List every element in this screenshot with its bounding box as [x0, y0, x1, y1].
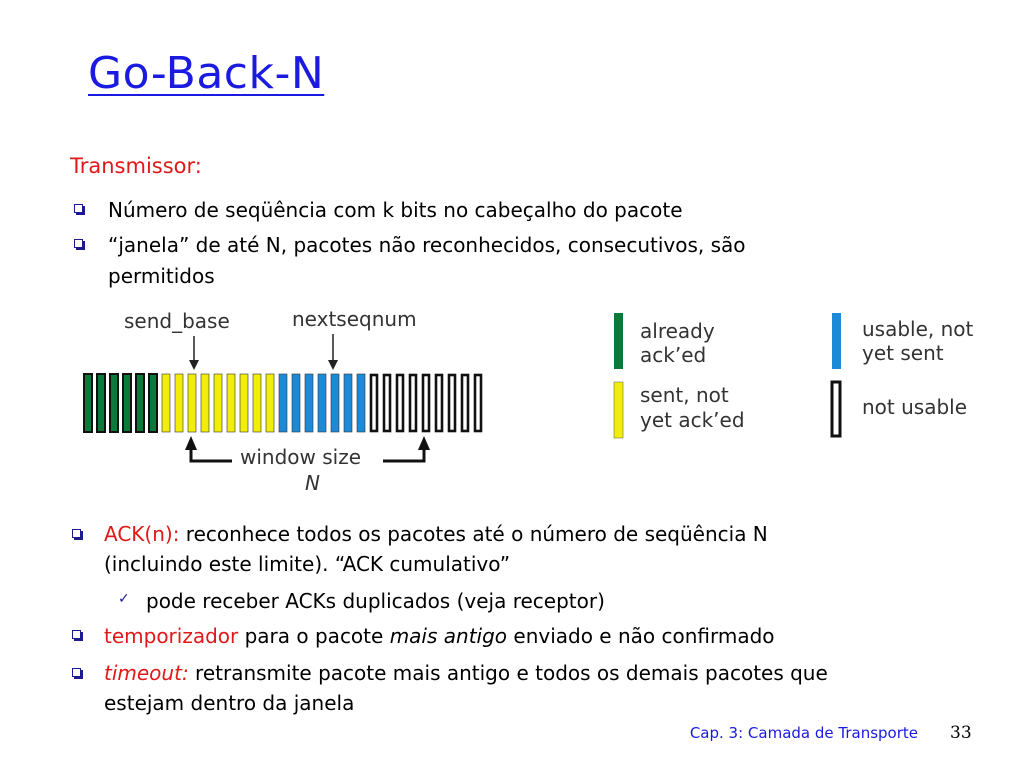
footer-chapter: Cap. 3: Camada de Transporte: [689, 724, 918, 742]
timer-italic: mais antigo: [389, 624, 508, 648]
square-bullet-icon: [72, 668, 81, 677]
packet-not-usable: [410, 375, 416, 431]
ack-term: ACK(n):: [104, 522, 180, 546]
timer-text-a: para o pacote: [238, 624, 390, 648]
ack-line1: [104, 519, 768, 550]
packet-acked: [123, 374, 131, 432]
legend-usable-line2: yet sent: [862, 341, 944, 365]
packet-usable: [279, 374, 287, 432]
legend-acked-line1: already: [640, 319, 715, 343]
window-right-bracket: [383, 448, 424, 461]
packet-acked: [136, 374, 144, 432]
packet-usable: [305, 374, 313, 432]
packet-sent-not-acked: [162, 374, 170, 432]
legend-sent-line1: sent, not: [640, 383, 729, 407]
packet-not-usable: [397, 375, 403, 431]
ack-line2: (incluindo este limite). “ACK cumulativo”: [104, 552, 511, 576]
send-base-arrowhead: [189, 360, 199, 370]
packet-usable: [318, 374, 326, 432]
packet-not-usable: [475, 375, 481, 431]
timer-text-b: enviado e não confirmado: [507, 624, 775, 648]
packet-not-usable: [436, 375, 442, 431]
legend-sent-swatch: [614, 382, 623, 438]
packet-sent-not-acked: [188, 374, 196, 432]
timeout-line1: [104, 658, 828, 689]
ack-text: reconhece todos os pacotes até o número de seqüência N: [179, 522, 768, 546]
packet-acked: [97, 374, 105, 432]
nextseqnum-arrowhead: [328, 360, 338, 370]
legend-usable-line1: usable, not: [862, 317, 974, 341]
window-right-arrowhead: [418, 436, 430, 450]
packet-usable: [331, 374, 339, 432]
packet-sent-not-acked: [175, 374, 183, 432]
send-base-label: send_base: [124, 309, 230, 333]
packet-sent-not-acked: [253, 374, 261, 432]
legend-usable-swatch: [832, 313, 841, 369]
packet-sent-not-acked: [240, 374, 248, 432]
packet-not-usable: [423, 375, 429, 431]
bullet-text: Número de seqüência com k bits no cabeçalho do pacote: [108, 198, 683, 222]
packet-acked: [110, 374, 118, 432]
bullet-text-line2: permitidos: [108, 264, 215, 288]
legend-acked-swatch: [614, 313, 623, 369]
timeout-line2: estejam dentro da janela: [104, 691, 355, 715]
nextseqnum-label: nextseqnum: [292, 307, 417, 331]
window-left-bracket: [191, 448, 232, 461]
packet-sent-not-acked: [214, 374, 222, 432]
window-left-arrowhead: [185, 436, 197, 450]
transmitter-label: Transmissor:: [70, 154, 202, 178]
bullet-text-line1: “janela” de até N, pacotes não reconhecidos, consecutivos, são: [108, 233, 746, 257]
legend-acked-line2: ack’ed: [640, 343, 707, 367]
sub-bullet-text: pode receber ACKs duplicados (veja receptor): [146, 589, 605, 613]
packet-usable: [357, 374, 365, 432]
square-bullet-icon: [72, 630, 81, 639]
packet-sent-not-acked: [227, 374, 235, 432]
slide-title: Go-Back-N: [88, 48, 325, 99]
timer-line: [104, 621, 775, 652]
packet-usable: [292, 374, 300, 432]
timeout-text: retransmite pacote mais antigo e todos os demais pacotes que: [188, 661, 828, 685]
packet-acked: [149, 374, 157, 432]
legend-not-usable-line1: not usable: [862, 395, 968, 419]
packet-usable: [344, 374, 352, 432]
packet-acked: [84, 374, 92, 432]
packet-not-usable: [384, 375, 390, 431]
packet-not-usable: [371, 375, 377, 431]
timeout-term: timeout:: [104, 661, 189, 685]
check-icon: ✓: [118, 591, 130, 607]
legend-not-usable-swatch: [832, 382, 840, 436]
window-size-variable: N: [305, 471, 320, 495]
legend-sent-line2: yet ack’ed: [640, 408, 745, 432]
packet-sent-not-acked: [201, 374, 209, 432]
timer-term: temporizador: [104, 624, 239, 648]
packet-sent-not-acked: [266, 374, 274, 432]
footer-page-number: 33: [950, 723, 972, 743]
square-bullet-icon: [72, 529, 81, 538]
packet-not-usable: [449, 375, 455, 431]
packet-sequence: [84, 374, 481, 432]
packet-not-usable: [462, 375, 468, 431]
window-size-label: window size: [240, 445, 362, 469]
